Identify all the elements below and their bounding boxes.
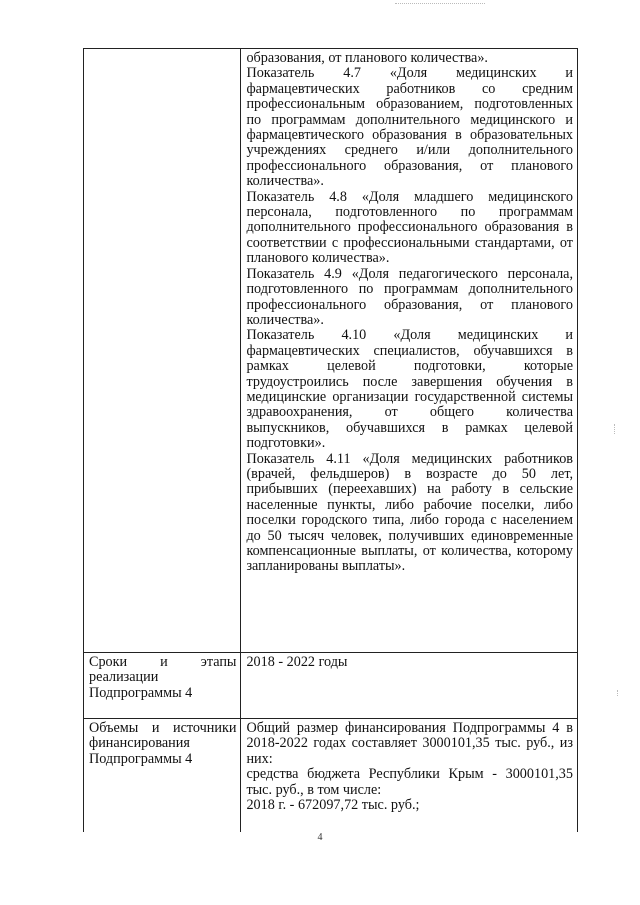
financing-paragraph: средства бюджета Республики Крым - 3000101,35 тыс. руб., в том числе: [246, 766, 573, 798]
scan-mark [395, 3, 485, 4]
indicator-paragraph: образования, от планового количества». [246, 50, 488, 66]
row-content-cell [241, 49, 578, 653]
table-row [84, 49, 578, 653]
scan-mark [614, 424, 617, 434]
row-label-cell [84, 49, 241, 653]
indicator-paragraph: Показатель 4.9 «Доля педагогического персонала, подготовленного по программам дополнительного профессионального образования, от планового количества». [246, 265, 573, 328]
scan-mark [617, 690, 620, 696]
table-row [84, 653, 578, 719]
row-label: Объемы и источники финансирования Подпрограммы 4 [89, 720, 237, 767]
page-number: 4 [317, 832, 323, 843]
passport-table [83, 48, 578, 832]
row-content-cell [241, 653, 578, 719]
indicator-paragraph: Показатель 4.8 «Доля младшего медицинского персонала, подготовленного по программам дополнительного профессионального образования в соответствии с профессиональными стандартами, от планового количества». [246, 188, 573, 267]
row-label: Сроки и этапы реализации Подпрограммы 4 [89, 654, 237, 701]
row-label-cell [84, 653, 241, 719]
financing-paragraph: Общий размер финансирования Подпрограммы 4 в 2018-2022 годах составляет 3000101,35 тыс. руб., из них: [246, 720, 573, 767]
table-row [84, 719, 578, 833]
row-label-cell [84, 719, 241, 833]
indicator-paragraph: Показатель 4.10 «Доля медицинских и фармацевтических специалистов, обучавшихся в рамках целевой подготовки, которые трудоустроились после завершения обучения в медицинские организации государственной системы здравоохранения, от общего количества выпускников, обучавшихся в рамках целевой подготовки». [246, 327, 573, 452]
indicator-paragraph: Показатель 4.11 «Доля медицинских работников (врачей, фельдшеров) в возрасте до 50 лет, прибывших (переехавших) на работу в сельские населенные пункты, либо рабочие поселки, либо поселки городского типа, либо города с населением до 50 тысяч человек, получивших единовременные компенсационные выплаты, от количества, которому запланированы выплаты». [246, 450, 573, 575]
period-paragraph: 2018 - 2022 годы [246, 654, 348, 670]
indicator-paragraph: Показатель 4.7 «Доля медицинских и фармацевтических работников со средним профессиональным образованием, подготовленных по программам дополнительного медицинского и фармацевтического образования в образовательных учреждениях среднего и/или дополнительного профессионального образования, от планового количества». [246, 65, 573, 190]
row-content-cell [241, 719, 578, 833]
financing-paragraph: 2018 г. - 672097,72 тыс. руб.; [246, 797, 420, 814]
